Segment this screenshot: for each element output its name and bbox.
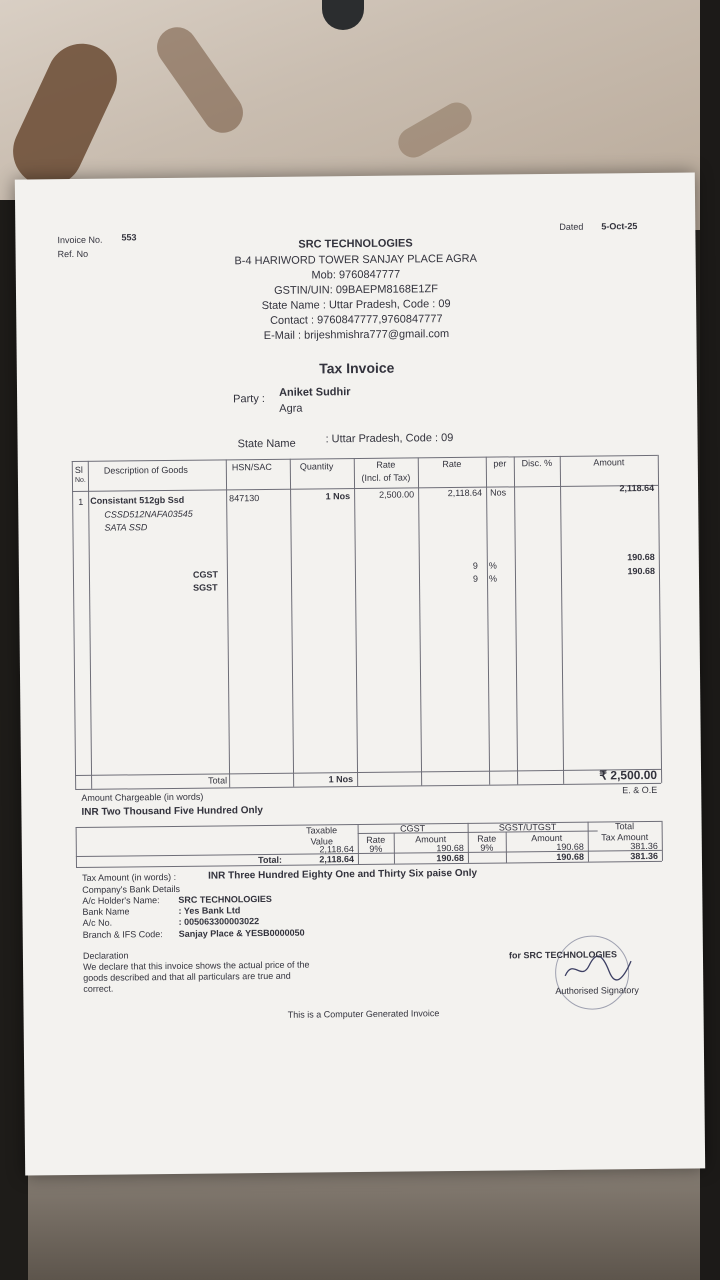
item-per: Nos	[490, 487, 507, 498]
invoice-paper	[15, 172, 705, 1175]
background-surface-bottom	[0, 1160, 720, 1280]
table-border-right	[658, 455, 662, 783]
item-desc-line2: CSSD512NAFA03545	[104, 508, 193, 520]
total-quantity: 1 Nos	[328, 774, 354, 785]
summary-sgst-rate: 9%	[480, 842, 494, 853]
bank-holder-label: A/c Holder's Name:	[82, 895, 160, 906]
summary-sgst-amount: 190.68	[556, 841, 584, 852]
summary-total-label: Total:	[258, 854, 282, 866]
col-header-rate-incl: Rate	[376, 459, 396, 470]
item-rate-incl: 2,500.00	[379, 489, 415, 500]
invoice-no-label: Invoice No.	[57, 234, 103, 246]
seller-name: SRC TECHNOLOGIES	[298, 237, 413, 251]
col-divider	[226, 459, 230, 787]
party-state-value: : Uttar Pradesh, Code : 09	[325, 432, 454, 446]
declaration-line1: We declare that this invoice shows the actual price of the	[82, 959, 310, 972]
item-amount: 2,118.64	[619, 482, 655, 494]
bank-heading: Company's Bank Details	[82, 883, 181, 895]
tax-rate-cgst: 9	[472, 560, 478, 571]
col-header-hsn: HSN/SAC	[231, 461, 272, 473]
party-city: Agra	[279, 402, 303, 415]
summary-total-tax: 381.36	[630, 850, 658, 862]
seller-gstin: GSTIN/UIN: 09BAEPM8168E1ZF	[273, 283, 438, 297]
summary-header-cgst: CGST	[400, 823, 426, 834]
document-title: Tax Invoice	[319, 359, 395, 377]
col-header-description: Description of Goods	[103, 464, 188, 476]
tax-unit-cgst: %	[488, 560, 497, 571]
summary-total-taxable: 2,118.64	[319, 854, 354, 865]
summary-header-value: Value	[310, 836, 333, 847]
footer-note: This is a Computer Generated Invoice	[287, 1008, 440, 1020]
total-amount: ₹ 2,500.00	[599, 767, 658, 783]
col-header-amount: Amount	[593, 457, 625, 468]
tax-rate-sgst: 9	[472, 573, 479, 584]
total-label: Total	[208, 775, 228, 786]
amount-words-label: Amount Chargeable (in words)	[81, 791, 204, 803]
seller-mob: Mob: 9760847777	[311, 268, 401, 282]
summary-header-sgst-rate: Rate	[477, 833, 497, 844]
item-quantity: 1 Nos	[325, 491, 351, 502]
summary-header-cgst-rate: Rate	[366, 834, 386, 845]
party-state-label: State Name	[237, 437, 296, 451]
tax-unit-sgst: %	[488, 573, 498, 584]
seller-state: State Name : Uttar Pradesh, Code : 09	[261, 298, 451, 313]
summary-header-taxable: Taxable	[306, 825, 338, 836]
bank-acc-label: A/c No.	[82, 917, 113, 928]
bank-branch-label: Branch & IFS Code:	[82, 929, 163, 940]
summary-cgst-rate: 9%	[369, 843, 383, 854]
seller-email: E-Mail : brijeshmishra777@gmail.com	[263, 328, 450, 342]
tax-amount-sgst: 190.68	[627, 565, 655, 577]
amount-words-value: INR Two Thousand Five Hundred Only	[81, 805, 263, 818]
col-header-rate-incl-sub: (Incl. of Tax)	[361, 472, 411, 483]
summary-header-tax-amount: Tax Amount	[601, 831, 649, 843]
party-name: Aniket Sudhir	[278, 386, 351, 399]
dated-label: Dated	[559, 221, 584, 232]
tax-name-cgst: CGST	[192, 569, 219, 580]
summary-total-cgst: 190.68	[436, 852, 464, 864]
seller-contact: Contact : 9760847777,9760847777	[269, 313, 443, 327]
col-header-sl: Sl	[74, 464, 83, 475]
col-divider	[354, 458, 358, 786]
party-label: Party :	[233, 392, 265, 406]
summary-taxable: 2,118.64	[319, 844, 354, 855]
bank-name: : Yes Bank Ltd	[178, 905, 241, 916]
summary-border-left	[76, 827, 77, 867]
tax-words-label: Tax Amount (in words) :	[82, 871, 177, 883]
item-desc-line3: SATA SSD	[104, 522, 148, 533]
declaration-line2: goods described and that all particulars are true and	[83, 970, 291, 983]
tax-name-sgst: SGST	[193, 582, 218, 593]
col-divider	[486, 457, 490, 785]
col-header-quantity: Quantity	[299, 461, 334, 472]
bank-acc: : 005063300003022	[178, 916, 260, 927]
col-header-disc: Disc. %	[521, 457, 553, 469]
tax-words-value: INR Three Hundred Eighty One and Thirty Six paise Only	[208, 867, 478, 882]
summary-total-sgst: 190.68	[556, 851, 584, 862]
item-rate: 2,118.64	[447, 487, 483, 499]
summary-total: 381.36	[630, 840, 658, 852]
summary-cgst-amount: 190.68	[436, 842, 464, 854]
seller-address: B-4 HARIWORD TOWER SANJAY PLACE AGRA	[234, 252, 477, 268]
summary-header-total: Total	[615, 821, 635, 832]
item-description: Consistant 512gb Ssd	[90, 494, 185, 506]
col-divider	[514, 456, 518, 784]
table-border-left	[72, 461, 76, 789]
item-hsn: 847130	[229, 493, 260, 504]
signatory-for: for SRC TECHNOLOGIES	[508, 949, 618, 961]
col-divider	[418, 457, 422, 785]
bank-holder: SRC TECHNOLOGIES	[178, 893, 272, 905]
invoice-no: 553	[121, 232, 137, 243]
declaration-heading: Declaration	[82, 950, 129, 961]
col-divider	[88, 461, 92, 789]
col-divider	[560, 456, 564, 784]
col-divider	[290, 459, 294, 787]
bank-name-label: Bank Name	[82, 906, 130, 917]
col-header-no: No.	[74, 476, 86, 484]
summary-header-sgst-amount: Amount	[531, 832, 563, 844]
bank-branch: Sanjay Place & YESB0000050	[178, 927, 305, 939]
eoe-note: E. & O.E	[622, 784, 658, 796]
summary-header-sgst: SGST/UTGST	[498, 821, 557, 833]
ref-no-label: Ref. No	[57, 248, 89, 260]
summary-border-bottom	[76, 861, 662, 868]
col-header-rate: Rate	[442, 458, 462, 470]
dated-value: 5-Oct-25	[601, 221, 638, 232]
declaration-line3: correct.	[83, 983, 114, 994]
col-header-per: per	[493, 458, 507, 469]
tax-amount-cgst: 190.68	[627, 551, 655, 563]
item-sl: 1	[78, 496, 84, 507]
summary-header-cgst-amount: Amount	[415, 834, 447, 845]
signatory-label: Authorised Signatory	[555, 985, 639, 996]
